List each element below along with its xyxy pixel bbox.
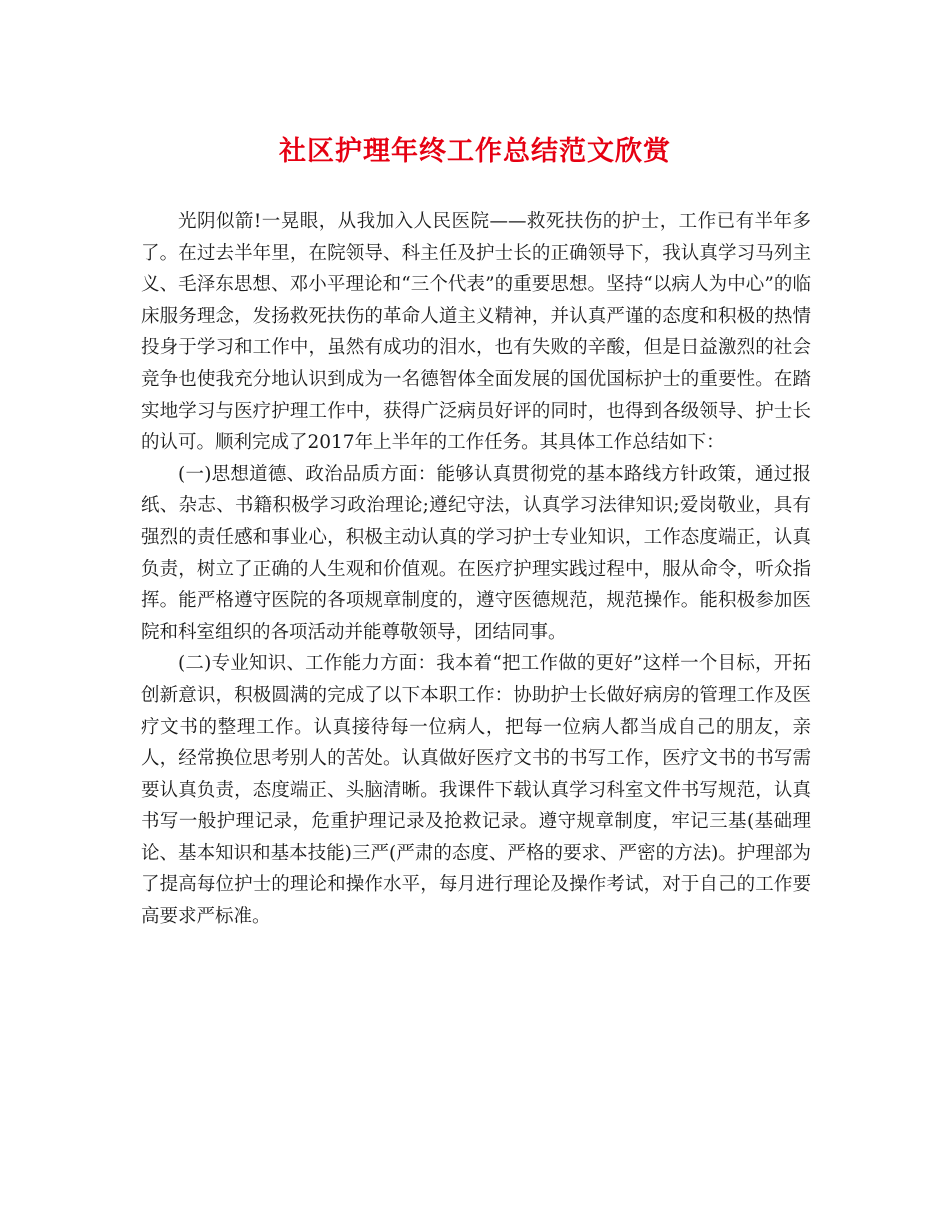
paragraph-ideology-morality: (一)思想道德、政治品质方面：能够认真贯彻党的基本路线方针政策，通过报纸、杂志、书籍积极学习政治理论;遵纪守法，认真学习法律知识;爱岗敬业，具有强烈的责任感和事业心，积极主动认真的学习护士专业知识，工作态度端正，认真负责，树立了正确的人生观和价值观。在医疗护理实践过程中，服从命令，听众指挥。能严格遵守医院的各项规章制度的，遵守医德规范，规范操作。能积极参加医院和科室组织的各项活动并能尊敬领导，团结同事。 xyxy=(141,463,811,643)
document-title: 社区护理年终工作总结范文欣赏 xyxy=(279,136,671,167)
paragraph-professional-ability: (二)专业知识、工作能力方面：我本着“把工作做的更好”这样一个目标，开拓创新意识，积极圆满的完成了以下本职工作：协助护士长做好病房的管理工作及医疗文书的整理工作。认真接待每一位病人，把每一位病人都当成自己的朋友，亲人，经常换位思考别人的苦处。认真做好医疗文书的书写工作，医疗文书的书写需要认真负责，态度端正、头脑清晰。我课件下载认真学习科室文件书写规范，认真书写一般护理记录，危重护理记录及抢救记录。遵守规章制度，牢记三基(基础理论、基本知识和基本技能)三严(严肃的态度、严格的要求、严密的方法)。护理部为了提高每位护士的理论和操作水平，每月进行理论及操作考试，对于自己的工作要高要求严标准。 xyxy=(141,653,811,928)
document-body xyxy=(141,206,811,933)
paragraph-intro: 光阴似箭!一晃眼，从我加入人民医院——救死扶伤的护士，工作已有半年多了。在过去半年里，在院领导、科主任及护士长的正确领导下，我认真学习马列主义、毛泽东思想、邓小平理论和“三个代表”的重要思想。坚持“以病人为中心”的临床服务理念，发扬救死扶伤的革命人道主义精神，并认真严谨的态度和积极的热情投身于学习和工作中，虽然有成功的泪水，也有失败的辛酸，但是日益激烈的社会竞争也使我充分地认识到成为一名德智体全面发展的国优国标护士的重要性。在踏实地学习与医疗护理工作中，获得广泛病员好评的同时，也得到各级领导、护士长的认可。顺利完成了2017年上半年的工作任务。其具体工作总结如下： xyxy=(141,211,811,454)
